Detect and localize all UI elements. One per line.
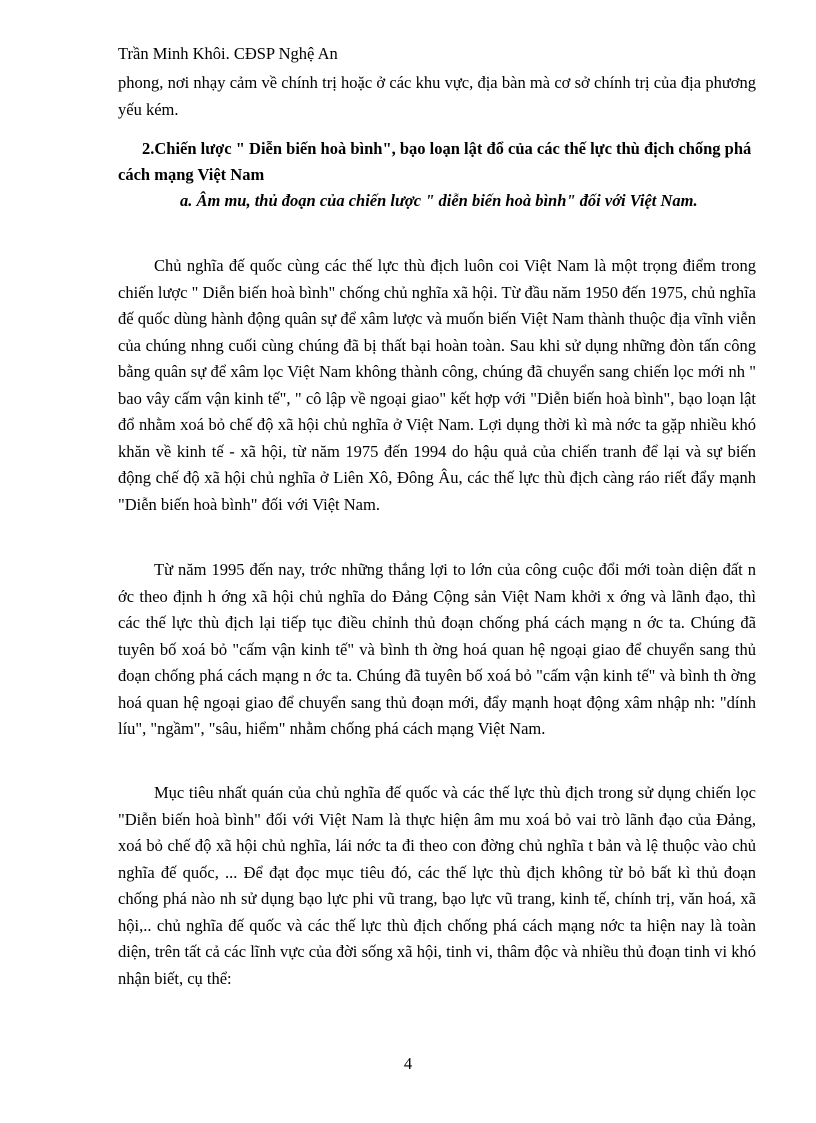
section-heading: 2.Chiến lược " Diễn biến hoà bình", bạo loạn lật đổ của các thế lực thù địch chống phá cách mạng Việt Nam xyxy=(118,139,752,184)
body-paragraph-2: Từ năm 1995 đến nay, trớc những thắng lợi to lớn của công cuộc đổi mới toàn diện đất n ớc theo định h ớng xã hội chủ nghĩa do Đảng Cộng sản Việt Nam khởi x ớng và lãnh đạo, thì các thế lực thù địch lại tiếp tục điều chỉnh thủ đoạn chống phá cách mạng n ớc ta. Chúng đã tuyên bố xoá bỏ "cấm vận kinh tế" và bình th ờng hoá quan hệ ngoại giao để chuyển sang thủ đoạn chống phá cách mạng n ớc ta. Chúng đã tuyên bố xoá bỏ "cấm vận kinh tế" và bình th ờng hoá quan hệ ngoại giao để chuyển sang thủ đoạn mới, đẩy mạnh hoạt động xâm nhập nh: "dính líu", "ngầm", "sâu, hiểm" nhằm chống phá cách mạng Việt Nam. xyxy=(118,560,756,738)
body-paragraph-1: Chủ nghĩa đế quốc cùng các thế lực thù địch luôn coi Việt Nam là một trọng điểm trong chiến lược " Diễn biến hoà bình" chống chủ nghĩa xã hội. Từ đầu năm 1950 đến 1975, chủ nghĩa đế quốc dùng hành động quân sự để xâm lược và muốn biến Việt Nam thành thuộc địa vĩnh viễn của chúng nhng cuối cùng chúng đã bị thất bại hoàn toàn. Sau khi sử dụng những đòn tấn công bằng quân sự để xâm lọc Việt Nam không thành công, chúng đã chuyển sang chiến lọc mới nh " bao vây cấm vận kinh tế", " cô lập về ngoại giao" kết hợp với "Diễn biến hoà bình", bạo loạn lật đổ nhằm xoá bỏ chế độ xã hội chủ nghĩa ở Việt Nam. Lợi dụng thời kì mà nớc ta gặp nhiều khó khăn về kinh tế - xã hội, từ năm 1975 đến 1994 do hậu quả của chiến tranh để lại và sự biến động chế độ xã hội chủ nghĩa ở Liên Xô, Đông Âu, các thế lực thù địch càng ráo riết đẩy mạnh "Diễn biến hoà bình" đối với Việt Nam. xyxy=(118,256,756,514)
intro-paragraph: phong, nơi nhạy cảm về chính trị hoặc ở các khu vực, địa bàn mà cơ sở chính trị của địa phương yếu kém. xyxy=(118,73,756,119)
body-paragraph-3: Mục tiêu nhất quán của chủ nghĩa đế quốc và các thế lực thù địch trong sử dụng chiến lọc "Diễn biến hoà bình" đối với Việt Nam là thực hiện âm mu xoá bỏ vai trò lãnh đạo của Đảng, xoá bỏ chế độ xã hội chủ nghĩa, lái nớc ta đi theo con đờng chủ nghĩa t bản và lệ thuộc vào chủ nghĩa đế quốc, ... Để đạt đọc mục tiêu đó, các thế lực thù địch không từ bỏ bất kì thủ đoạn chống phá nào nh sử dụng bạo lực phi vũ trang, bạo lực vũ trang, kinh tế, chính trị, văn hoá, xã hội,.. chủ nghĩa đế quốc và các thế lực thù địch chống phá cách mạng nớc ta hiện nay là toàn diện, trên tất cả các lĩnh vực của đời sống xã hội, tinh vi, thâm độc và nhiều thủ đoạn tinh vi khó nhận biết, cụ thể: xyxy=(118,783,756,988)
running-header: Trần Minh Khôi. CĐSP Nghệ An xyxy=(118,44,338,63)
subsection-heading: a. Âm mu, thủ đoạn của chiến lược " diễn biến hoà bình" đối với Việt Nam. xyxy=(180,191,698,210)
page-number: 4 xyxy=(403,1054,413,1073)
